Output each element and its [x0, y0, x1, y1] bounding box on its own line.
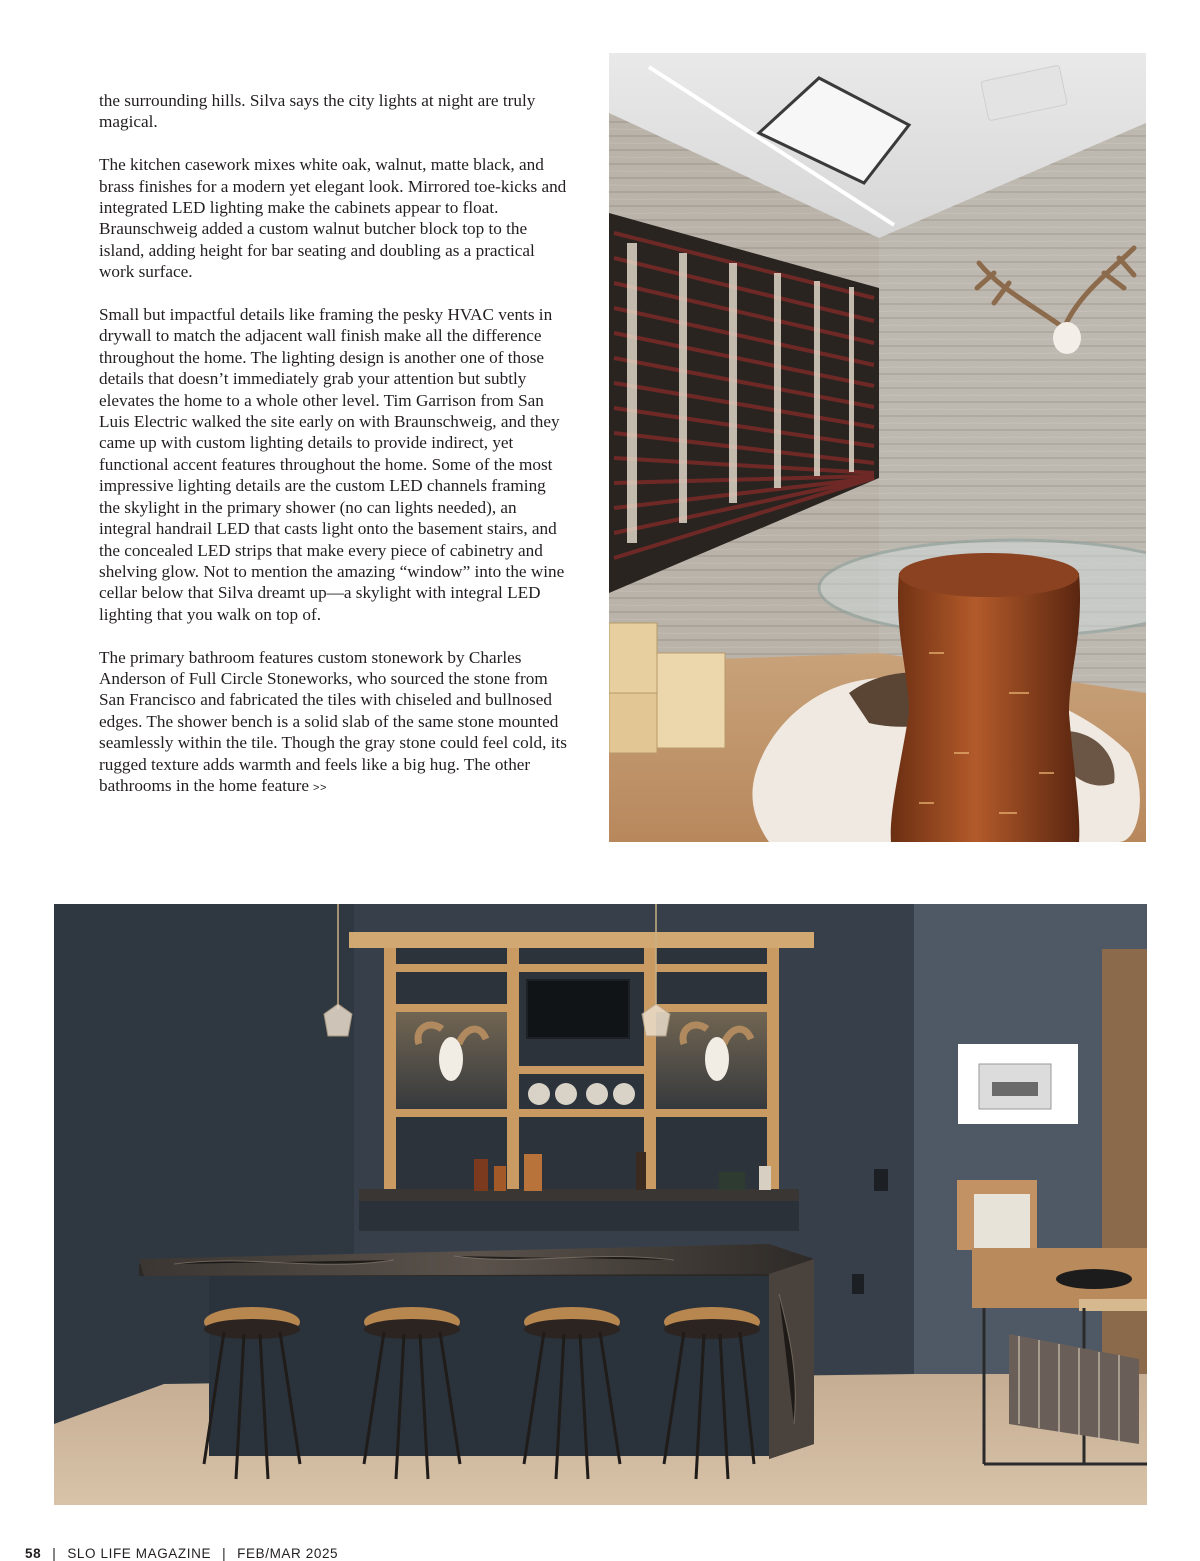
article-paragraph-text: The primary bathroom features custom stonework by Charles Anderson of Full Circle Stoneworks, who sourced the stone from San Francisco and fabricated the tiles with chiseled and bullnosed edges. The shower bench is a solid slab of the same stone mounted seamlessly within the tile. Though the gray stone could feel cold, its rugged texture adds warmth and feels like a big hug. The other bathrooms in the home feature [99, 647, 567, 795]
footer-separator: | [222, 1546, 227, 1561]
footer-separator: | [52, 1546, 57, 1561]
framed-cassette-art [958, 1044, 1078, 1124]
article-body [99, 90, 569, 799]
page-footer [25, 1546, 338, 1561]
home-bar-illustration [54, 904, 1147, 1505]
article-paragraph: the surrounding hills. Silva says the city lights at night are truly magical. [99, 91, 536, 132]
tv-screen [527, 980, 629, 1038]
home-bar-photo [54, 904, 1147, 1505]
issue-date: FEB/MAR 2025 [237, 1546, 339, 1561]
oak-shelving [349, 932, 814, 1198]
article-paragraph: The kitchen casework mixes white oak, walnut, matte black, and brass finishes for a modern yet elegant look. Mirrored toe-kicks and integrated LED lighting make the cabinets appear to float. Braunschweig added a custom walnut butcher block top to the island, adding height for bar seating and doubling as a practical work surface. [99, 155, 567, 282]
magazine-name: SLO LIFE MAGAZINE [67, 1546, 212, 1561]
wine-cellar-photo [609, 53, 1146, 842]
article-paragraph: Small but impactful details like framing the pesky HVAC vents in drywall to match the adjacent wall finish make all the difference throughout the home. The lighting design is another one of those details that doesn’t immediately grab your attention but subtly elevates the home to a whole other level. Tim Garrison from San Luis Electric walked the site early on with Braunschweig, and they came up with custom lighting details to provide indirect, yet functional accent features throughout the home. Some of the most impressive lighting details are the custom LED channels framing the skylight in the primary shower (no can lights needed), an integral handrail LED that casts light onto the basement stairs, and the concealed LED strips that make every piece of cabinetry and shelving glow. Not to mention the amazing “window” into the wine cellar below that Silva dreamt up—a skylight with integral LED lighting that you walk on top of. [99, 305, 565, 624]
wine-cellar-illustration [609, 53, 1146, 842]
article-paragraph-last [99, 647, 569, 800]
page-number: 58 [25, 1546, 42, 1561]
continue-arrow: >> [313, 781, 327, 794]
